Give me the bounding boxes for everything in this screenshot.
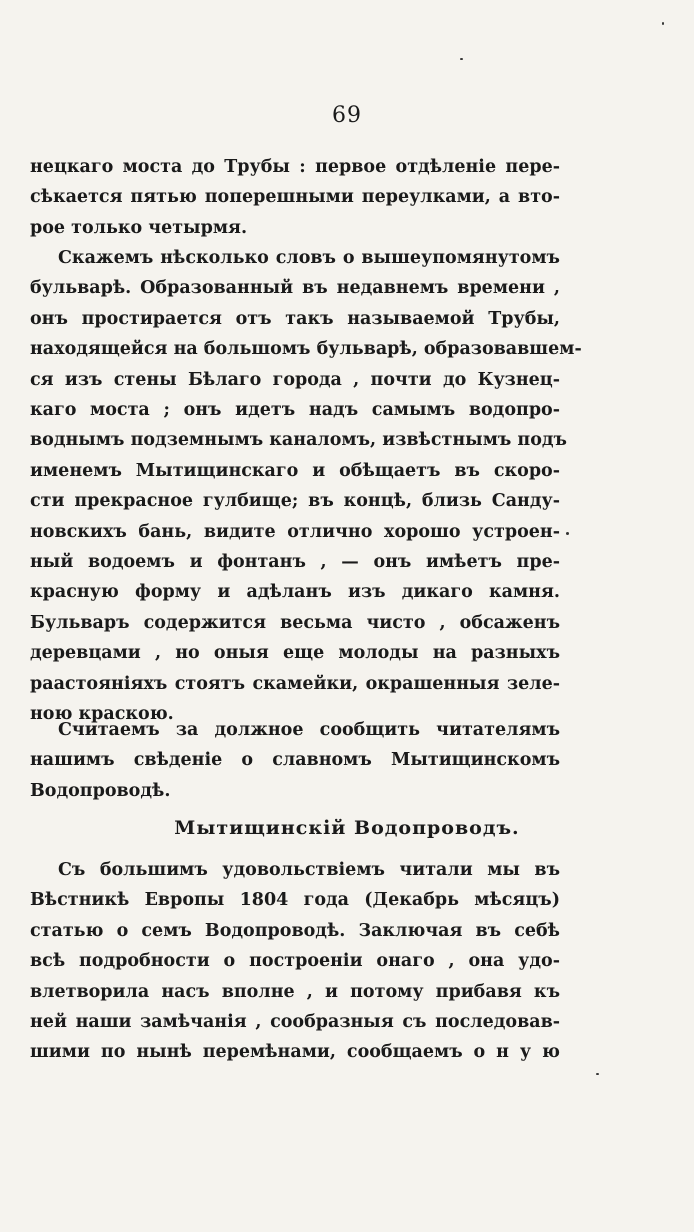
text-line: рое только четырмя.	[30, 217, 248, 238]
text-line: ся изъ стены Бѣлаго города , почти до Кузнец-	[30, 369, 560, 390]
paragraph-2	[30, 243, 582, 730]
text-line: Вѣстникѣ Европы 1804 года (Декабрь мѣсяцъ)	[30, 890, 560, 911]
text-line: каго моста ; онъ идетъ надъ самымъ водопро-	[30, 400, 560, 421]
text-line: Скажемъ нѣсколько словъ о вышеупомянутомъ	[58, 248, 560, 268]
ink-speck	[662, 22, 664, 25]
text-line: Бульваръ содержится весьма чисто , обсаженъ	[30, 612, 560, 633]
text-line: статью о семъ Водопроводѣ. Заключая въ себѣ	[30, 920, 560, 941]
text-line: влетворила насъ вполне , и потому прибавя къ	[30, 981, 560, 1002]
text-line: раастояніяхъ стоятъ скамейки, окрашенныя зеле-	[30, 673, 560, 694]
ink-speck	[460, 58, 463, 60]
text-line: новскихъ бань, видите отлично хорошо устроен-	[30, 521, 560, 542]
ink-speck	[596, 1073, 599, 1075]
text-line: шими по нынѣ перемѣнами, сообщаемъ о н у ю	[30, 1042, 560, 1063]
text-line: всѣ подробности о построеніи онаго , она удо-	[30, 951, 560, 972]
text-line: красную форму и адѣланъ изъ дикаго камня.	[30, 582, 560, 603]
text-line: находящейся на большомъ бульварѣ, образовавшем-	[30, 339, 582, 360]
text-line: сѣкается пятью поперешными переулками, а вто-	[30, 187, 560, 208]
text-line: деревцами , но оныя еще молоды на разныхъ	[30, 643, 560, 664]
text-line: сти прекрасное гулбище; въ концѣ, близь Санду-	[30, 491, 560, 512]
ink-speck	[566, 532, 569, 535]
text-line: именемъ Мытищинскаго и обѣщаетъ въ скоро-	[30, 460, 560, 481]
text-line: онъ простирается отъ такъ называемой Трубы,	[30, 308, 560, 329]
text-line: бульварѣ. Образованный въ недавнемъ времени ,	[30, 278, 560, 299]
text-line: нашимъ свѣденіе о славномъ Мытищинскомъ	[30, 750, 560, 771]
text-line: ною краскою.	[30, 704, 174, 725]
text-line: Съ большимъ удовольствіемъ читали мы въ	[58, 860, 560, 880]
page-number: 69	[332, 103, 362, 128]
section-heading: Мытищинскій Водопроводъ.	[174, 817, 520, 839]
text-line: ней наши замѣчанія , сообразныя съ последовав-	[30, 1012, 560, 1033]
text-line: ный водоемъ и фонтанъ , — онъ имѣетъ пре-	[30, 552, 560, 573]
text-line: Водопроводѣ.	[30, 780, 171, 801]
paragraph-4	[30, 855, 560, 1068]
text-line: Считаемъ за должное сообщить читателямъ	[58, 720, 560, 740]
text-line: воднымъ подземнымъ каналомъ, извѣстнымъ подъ	[30, 430, 567, 451]
paragraph-1	[30, 152, 560, 243]
text-line: нецкаго моста до Трубы : первое отдѣленіе пере-	[30, 157, 560, 177]
paragraph-3	[30, 715, 560, 806]
